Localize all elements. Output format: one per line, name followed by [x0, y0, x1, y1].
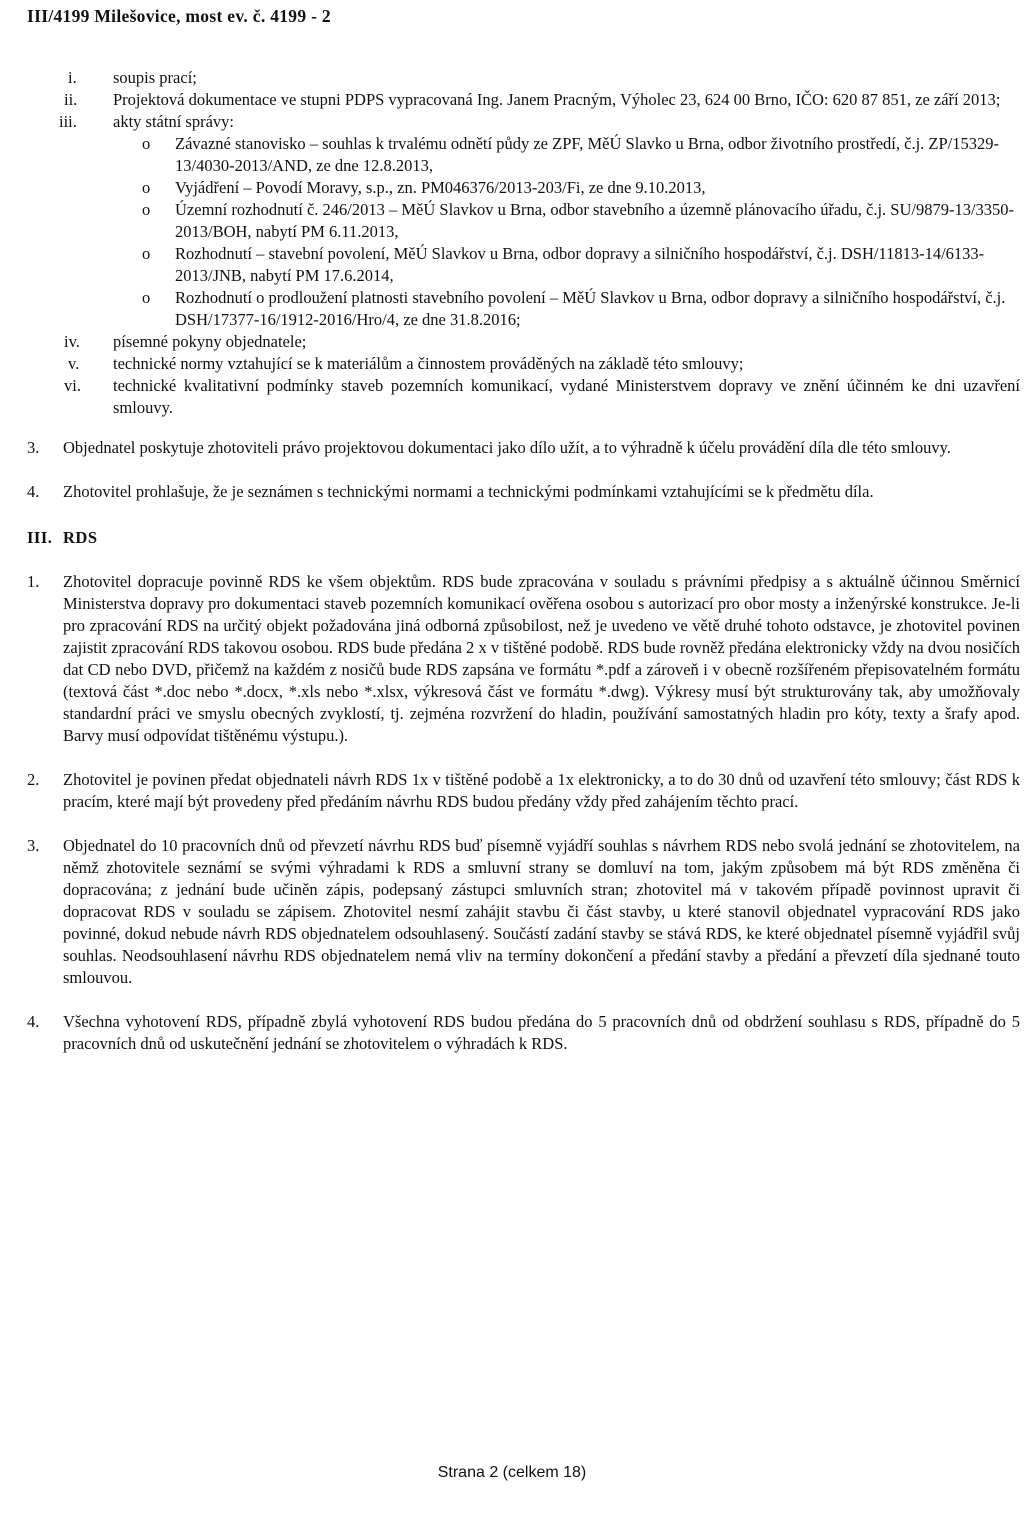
list-item	[0, 89, 1024, 111]
list-item	[0, 375, 1024, 419]
paragraph-text: Zhotovitel dopracuje povinně RDS ke všem objektům. RDS bude zpracována v souladu s právními předpisy a s aktuálně účinnou Směrnicí Ministerstva dopravy pro dokumentaci staveb pozemních komunikací ověřena osobou s autorizací pro obor mosty a inženýrské konstrukce. Je-li pro zpracování RDS na určitý objekt požadována jiná odborná způsobilost, než je uvedeno ve větě druhé tohoto odstavce, je zhotovitel povinen zajistit zpracování RDS takovou osobou. RDS bude předána 2 x v tištěné podobě. RDS bude rovněž předána elektronicky vždy na dvou nosičích dat CD nebo DVD, přičemž na každém z nosičů bude RDS zapsána ve formátu *.pdf a zároveň i v obecně rozšířeném přepisovatelném formátu (textová část *.doc nebo *.docx, *.xls nebo *.xlsx, výkresová část ve formátu *.dwg). Výkresy musí být strukturovány tak, aby umožňovaly standardní práci ve smyslu obecných zvyklostí, tj. zejména rozvržení do hladin, používání samostatných hladin pro kóty, texty a šrafy apod. Barvy musí odpovídat tištěnému výstupu.).	[63, 572, 1020, 745]
sub-list-item	[0, 199, 1024, 243]
paragraph-text: Objednatel poskytuje zhotoviteli právo projektovou dokumentaci jako dílo užít, a to výhradně k účelu provádění díla dle této smlouvy.	[63, 438, 951, 457]
sub-list-item-text: Rozhodnutí o prodloužení platnosti stavebního povolení – MěÚ Slavkov u Brna, odbor dopravy a silničního hospodářství, č.j. DSH/17377-16/1912-2016/Hro/4, ze dne 31.8.2016;	[175, 288, 1006, 329]
sub-list-item	[0, 177, 1024, 199]
list-item-number: ii.	[64, 90, 78, 109]
numbered-paragraph	[0, 1011, 1024, 1055]
list-item-number: v.	[68, 354, 80, 373]
list-item	[0, 353, 1024, 375]
roman-list	[0, 67, 1024, 133]
paragraph-number: 3.	[27, 438, 40, 457]
list-item-text: akty státní správy:	[113, 112, 234, 131]
paragraph-number: 4.	[27, 482, 40, 501]
paragraph-text: Zhotovitel je povinen předat objednateli návrh RDS 1x v tištěné podobě a 1x elektronicky, a to do 30 dnů od uzavření této smlouvy; část RDS k pracím, které mají být provedeny před předáním návrhu RDS budou předány vždy před zahájením těchto prací.	[63, 770, 1020, 811]
numbered-paragraph	[0, 571, 1024, 747]
document-body	[0, 67, 1024, 1055]
sub-list-item-text: Závazné stanovisko – souhlas k trvalému odnětí půdy ze ZPF, MěÚ Slavko u Brna, odbor životního prostředí, č.j. ZP/15329-13/4030-2013/AND, ze dne 12.8.2013,	[175, 134, 1000, 175]
sub-list-item-text: Vyjádření – Povodí Moravy, s.p., zn. PM046376/2013-203/Fi, ze dne 9.10.2013,	[175, 178, 706, 197]
document-header: III/4199 Milešovice, most ev. č. 4199 - 2	[27, 6, 331, 26]
section-title: RDS	[63, 528, 98, 547]
paragraph-number: 4.	[27, 1012, 40, 1031]
circle-bullet-icon: o	[142, 134, 151, 153]
paragraph-text: Všechna vyhotovení RDS, případně zbylá vyhotovení RDS budou předána do 5 pracovních dnů od obdržení souhlasu s RDS, případně do 5 pracovních dnů od uskutečnění jednání se zhotovitelem o výhradách k RDS.	[63, 1012, 1020, 1053]
paragraph-number: 3.	[27, 836, 40, 855]
sub-list-item	[0, 133, 1024, 177]
numbered-paragraph	[0, 835, 1024, 989]
circle-bullet-icon: o	[142, 244, 151, 263]
list-item-number: i.	[68, 68, 77, 87]
numbered-paragraph	[0, 481, 1024, 503]
section-heading	[0, 527, 1024, 549]
list-item	[0, 67, 1024, 89]
roman-list-continued	[0, 331, 1024, 419]
list-item-text: technické normy vztahující se k materiálům a činnostem prováděných na základě této smlouvy;	[113, 354, 744, 373]
circle-bullet-icon: o	[142, 200, 151, 219]
list-item-number: iv.	[64, 332, 80, 351]
list-item-number: iii.	[59, 112, 77, 131]
sub-list-item-text: Rozhodnutí – stavební povolení, MěÚ Slavkov u Brna, odbor dopravy a silničního hospodářství, č.j. DSH/11813-14/6133-2013/JNB, nabytí PM 17.6.2014,	[175, 244, 985, 285]
list-item-text: Projektová dokumentace ve stupni PDPS vypracovaná Ing. Janem Pracným, Výholec 23, 624 00 Brno, IČO: 620 87 851, ze září 2013;	[113, 90, 1001, 109]
list-item	[0, 111, 1024, 133]
circle-bullet-icon: o	[142, 288, 151, 307]
numbered-paragraph	[0, 437, 1024, 459]
sub-list-item	[0, 287, 1024, 331]
sub-list-item	[0, 243, 1024, 287]
section-number: III.	[27, 528, 53, 547]
list-item	[0, 331, 1024, 353]
numbered-paragraph	[0, 769, 1024, 813]
list-item-text: soupis prací;	[113, 68, 197, 87]
list-item-number: vi.	[64, 376, 81, 395]
paragraph-number: 2.	[27, 770, 40, 789]
list-item-text: písemné pokyny objednatele;	[113, 332, 307, 351]
circle-bullet-icon: o	[142, 178, 151, 197]
sub-list-item-text: Územní rozhodnutí č. 246/2013 – MěÚ Slavkov u Brna, odbor stavebního a územně plánovacího úřadu, č.j. SU/9879-13/3350-2013/BOH, nabytí PM 6.11.2013,	[175, 200, 1015, 241]
list-item-text: technické kvalitativní podmínky staveb pozemních komunikací, vydané Ministerstvem dopravy ve znění účinném ke dni uzavření smlouvy.	[113, 376, 1020, 417]
sub-list	[0, 133, 1024, 331]
page-footer: Strana 2 (celkem 18)	[437, 1464, 587, 1481]
paragraph-number: 1.	[27, 572, 40, 591]
paragraph-text: Objednatel do 10 pracovních dnů od převzetí návrhu RDS buď písemně vyjádří souhlas s návrhem RDS nebo svolá jednání se zhotovitelem, na němž zhotovitele seznámí se svými výhradami k RDS a smluvní strany se domluví na tom, jakým způsobem má být RDS změněna či dopracována; z jednání bude učiněn zápis, podepsaný zástupci smluvních stran; zhotovitel má v takovém případě povinnost upravit či dopracovat RDS v souladu se zápisem. Zhotovitel nesmí zahájit stavbu či část stavby, u které stanovil objednatel vypracování RDS jako povinné, dokud nebude návrh RDS objednatelem odsouhlasený. Součástí zadání stavby se stává RDS, ke které objednatel písemně vyjádřil svůj souhlas. Neodsouhlasení návrhu RDS objednatelem nemá vliv na termíny dokončení a předání stavby a předání a převzetí díla sjednané touto smlouvou.	[63, 836, 1020, 987]
paragraph-text: Zhotovitel prohlašuje, že je seznámen s technickými normami a technickými podmínkami vztahujícími se k předmětu díla.	[63, 482, 874, 501]
